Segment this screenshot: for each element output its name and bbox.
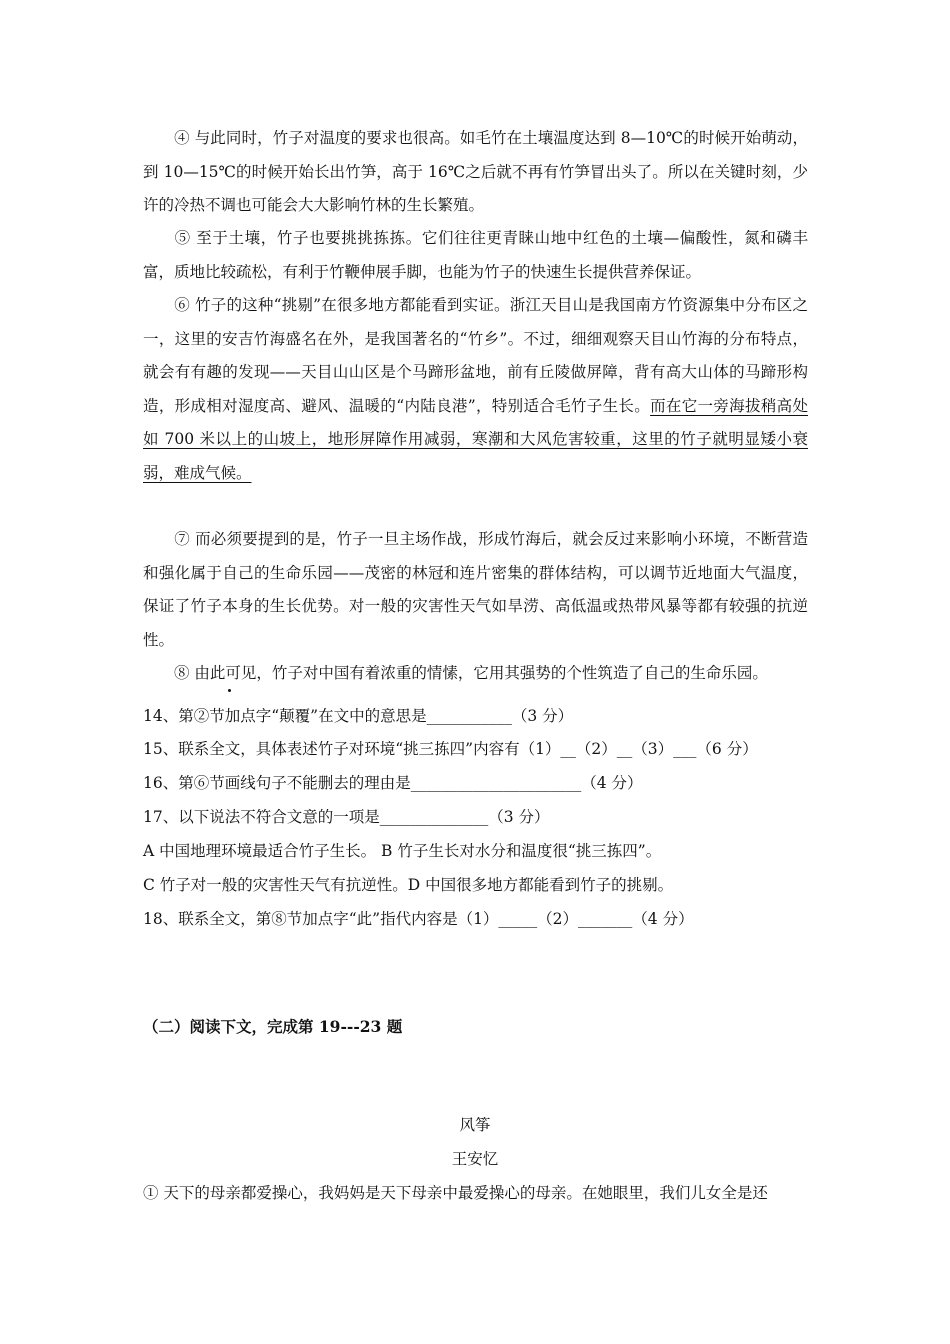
question-17-options-ab: A 中国地理环境最适合竹子生长。 B 竹子生长对水分和温度很“挑三拣四”。 [143, 842, 662, 860]
question-16: 16、第⑥节画线句子不能删去的理由是______________________（4 分） [143, 774, 643, 792]
article-author: 王安忆 [451, 1150, 499, 1168]
article-title: 风筝 [459, 1116, 491, 1134]
question-18: 18、联系全文，第⑧节加点字“此”指代内容是（1）_____（2）_______（4 分） [143, 910, 694, 928]
underlined-sentence: 而在它一旁海拔稍高处如 700 米以上的山坡上，地形屏障作用减弱，寒潮和大风危害较重，这里的竹子就明显矮小衰弱，难成气候。 [143, 396, 808, 482]
paragraph-5: ⑤ 至于土壤，竹子也要挑挑拣拣。它们往往更青睐山地中红色的土壤—偏酸性，氮和磷丰富，质地比较疏松，有利于竹鞭伸展手脚，也能为竹子的快速生长提供营养保证。 [143, 229, 808, 281]
question-17-options-cd: C 竹子对一般的灾害性天气有抗逆性。D 中国很多地方都能看到竹子的挑剔。 [143, 876, 674, 894]
emphasis-dot [228, 689, 231, 692]
section-heading: （二）阅读下文，完成第 19---23 题 [143, 1017, 403, 1036]
paragraph-4: ④ 与此同时，竹子对温度的要求也很高。如毛竹在土壤温度达到 8—10℃的时候开始萌动，到 10—15℃的时候开始长出竹笋，高于 16℃之后就不再有竹笋冒出头了。所以在关键时刻，少许的冷热不调也可能会大大影响竹林的生长繁殖。 [143, 129, 808, 214]
paragraph-7: ⑦ 而必须要提到的是，竹子一旦主场作战，形成竹海后，就会反过来影响小环境，不断营造和强化属于自己的生命乐园——茂密的林冠和连片密集的群体结构，可以调节近地面大气温度，保证了竹子本身的生长优势。对一般的灾害性天气如旱涝、高低温或热带风暴等都有较强的抗逆性。 [143, 530, 808, 649]
paragraph-8: ⑧ 由此可见，竹子对中国有着浓重的情愫，它用其强势的个性筑造了自己的生命乐园。 [174, 664, 768, 682]
paragraph-6-text: ⑥ 竹子的这种“挑剔”在很多地方都能看到实证。浙江天目山是我国南方竹资源集中分布区之一，这里的安吉竹海盛名在外，是我国著名的“竹乡”。不过，细细观察天目山竹海的分布特点，就会有有趣的发现——天目山山区是个马蹄形盆地，前有丘陵做屏障，背有高大山体的马蹄形构造，形成相对湿度高、避风、温暖的“内陆良港”，特别适合毛竹子生长。 [143, 296, 808, 415]
question-14: 14、第②节加点字“颠覆”在文中的意思是___________（3 分） [143, 707, 574, 725]
paragraph-6 [143, 289, 808, 490]
question-17: 17、以下说法不符合文意的一项是______________（3 分） [143, 808, 550, 826]
question-15: 15、联系全文，具体表述竹子对环境“挑三拣四”内容有（1）__（2）__（3）___（6 分） [143, 740, 758, 758]
article-paragraph-1: ① 天下的母亲都爱操心，我妈妈是天下母亲中最爱操心的母亲。在她眼里，我们儿女全是还 [143, 1184, 768, 1202]
